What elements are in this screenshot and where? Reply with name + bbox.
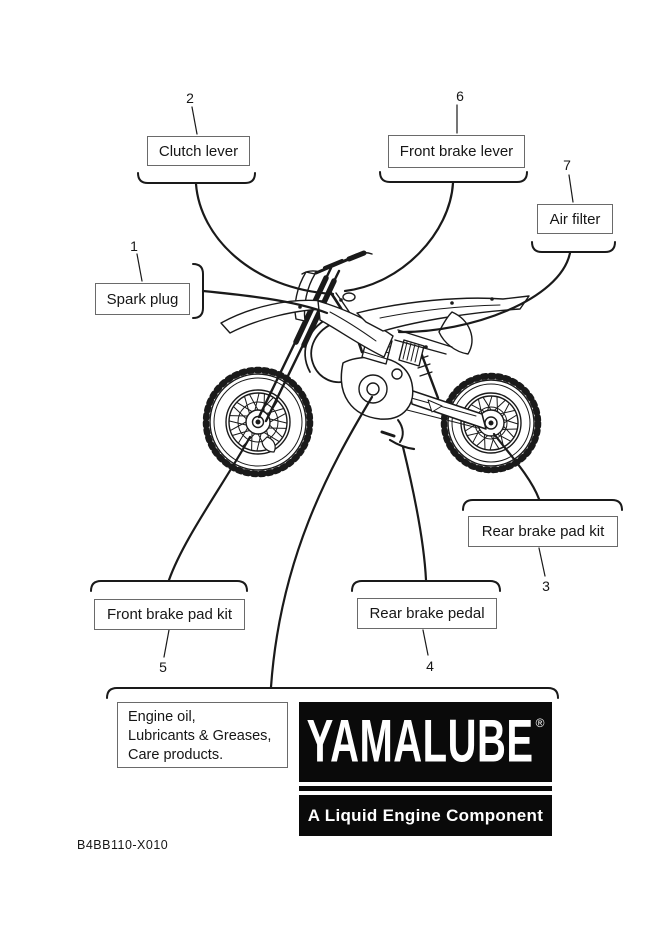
callout-label: Spark plug [106, 290, 179, 308]
registered-trademark-mark: ® [535, 716, 545, 730]
callout-box-spark-plug [95, 283, 190, 315]
engine-oil-line: Engine oil, [128, 709, 196, 725]
engine-oil-line: Care products. [128, 747, 224, 763]
callout-number-rear-brake-pedal: 4 [426, 658, 434, 674]
callout-label: Rear brake pedal [369, 605, 485, 622]
engine-oil-box [117, 702, 288, 768]
yamalube-logo [299, 702, 552, 836]
bodywork [298, 253, 529, 357]
callout-label: Clutch lever [158, 142, 239, 160]
callout-number-front-brake-pad-kit: 5 [159, 659, 167, 675]
callout-box-front-brake-pad-kit [94, 599, 245, 630]
yamalube-wordmark-row [299, 702, 552, 782]
callout-label: Air filter [549, 210, 601, 228]
callout-box-front-brake-lever [388, 135, 525, 168]
callout-label: Rear brake pad kit [481, 523, 605, 540]
front-wheel [206, 370, 310, 474]
callout-box-rear-brake-pad-kit [468, 516, 618, 547]
callout-box-air-filter [537, 204, 613, 234]
callout-box-rear-brake-pedal [357, 598, 497, 629]
callout-label: Front brake pad kit [106, 606, 233, 623]
callout-number-air-filter: 7 [563, 157, 571, 173]
engine-oil-line: Lubricants & Greases, [128, 728, 272, 744]
callout-label: Front brake lever [399, 143, 514, 160]
callout-number-clutch-lever: 2 [186, 90, 194, 106]
callout-number-rear-brake-pad-kit: 3 [542, 578, 550, 594]
figure-code: B4BB110-X010 [77, 838, 169, 852]
callout-box-clutch-lever [147, 136, 250, 166]
yamalube-wordmark: YAMALUBE [306, 708, 534, 775]
callout-number-front-brake-lever: 6 [456, 88, 464, 104]
yamalube-tagline: A Liquid Engine Component [307, 805, 544, 825]
callout-number-spark-plug: 1 [130, 238, 138, 254]
